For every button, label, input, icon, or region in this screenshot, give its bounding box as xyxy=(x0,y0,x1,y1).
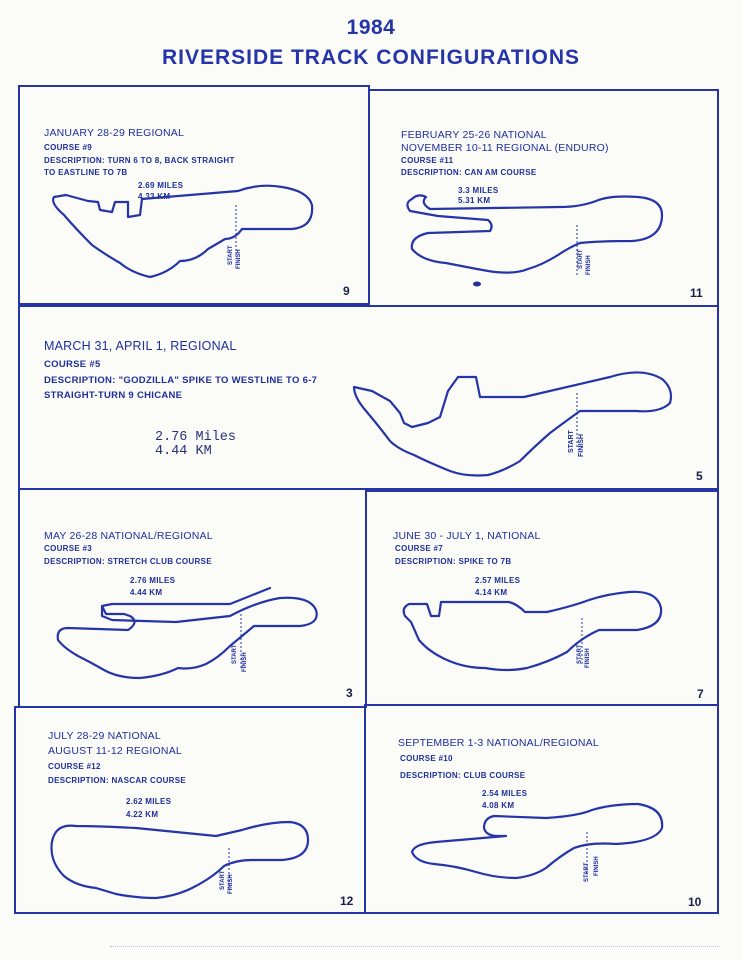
start-label: START xyxy=(220,870,226,890)
course-number-label: COURSE #7 xyxy=(395,544,444,553)
page-bottom-edge xyxy=(110,946,720,951)
distance-km: 5.31 KM xyxy=(458,196,491,205)
description-line: TO EASTLINE TO 7B xyxy=(44,168,128,177)
description-line: DESCRIPTION: CLUB COURSE xyxy=(400,771,526,780)
track-map-course-12 xyxy=(16,708,368,916)
track-map-course-11 xyxy=(370,91,721,309)
panel-course-10 xyxy=(364,704,719,914)
distance-miles: 2.76 MILES xyxy=(130,576,176,585)
distance-miles: 3.3 MILES xyxy=(458,186,499,195)
distance-miles: 2.62 MILES xyxy=(126,797,172,806)
panel-number: 3 xyxy=(346,686,353,700)
distance-miles: 2.69 MILES xyxy=(138,181,184,190)
distance-miles: 2.76 Miles xyxy=(155,430,237,445)
course-number-label: COURSE #9 xyxy=(44,143,93,152)
finish-label: FINISH xyxy=(585,648,591,668)
panel-number: 12 xyxy=(340,894,354,908)
description-line: DESCRIPTION: SPIKE TO 7B xyxy=(395,557,512,566)
course-number-label: COURSE #10 xyxy=(400,754,453,763)
event-line: JUNE 30 - JULY 1, NATIONAL xyxy=(393,530,541,542)
event-line: NOVEMBER 10-11 REGIONAL (ENDURO) xyxy=(401,142,609,154)
finish-label: FINISH xyxy=(242,652,248,672)
distance-km: 4.22 KM xyxy=(126,810,159,819)
finish-label: FINISH xyxy=(578,434,585,457)
finish-label: FINISH xyxy=(594,856,600,876)
page-year: 1984 xyxy=(346,16,396,39)
panel-course-11 xyxy=(368,89,719,307)
event-line: JULY 28-29 NATIONAL xyxy=(48,730,161,742)
description-line: DESCRIPTION: "GODZILLA" SPIKE TO WESTLINE TO 6-7 xyxy=(44,375,318,386)
panel-course-7 xyxy=(365,490,719,706)
course-number-label: COURSE #5 xyxy=(44,359,101,370)
distance-km: 4.44 KM xyxy=(155,444,212,459)
distance-km: 4.44 KM xyxy=(130,588,163,597)
panel-number: 9 xyxy=(343,284,350,298)
distance-km: 4.14 KM xyxy=(475,588,508,597)
track-map-course-7 xyxy=(367,492,721,708)
description-line: DESCRIPTION: CAN AM COURSE xyxy=(401,168,537,177)
track-map-course-10 xyxy=(366,706,721,916)
finish-label: FINISH xyxy=(236,249,242,269)
panel-number: 11 xyxy=(690,286,703,300)
finish-label: FINISH xyxy=(228,874,234,894)
page-title: RIVERSIDE TRACK CONFIGURATIONS xyxy=(161,46,581,69)
finish-label: FINISH xyxy=(586,255,592,275)
panel-number: 5 xyxy=(696,469,703,483)
event-line: SEPTEMBER 1-3 NATIONAL/REGIONAL xyxy=(398,737,599,749)
track-map-course-9 xyxy=(20,87,372,307)
event-line: FEBRUARY 25-26 NATIONAL xyxy=(401,129,547,141)
description-line: DESCRIPTION: STRETCH CLUB COURSE xyxy=(44,557,212,566)
panel-course-9 xyxy=(18,85,370,305)
start-label: START xyxy=(232,644,238,664)
event-line: JANUARY 28-29 REGIONAL xyxy=(44,127,184,139)
description-line: DESCRIPTION: TURN 6 TO 8, BACK STRAIGHT xyxy=(44,156,235,165)
distance-miles: 2.54 MILES xyxy=(482,789,528,798)
description-line: DESCRIPTION: NASCAR COURSE xyxy=(48,776,187,785)
distance-km: 4.08 KM xyxy=(482,801,515,810)
start-label: START xyxy=(578,249,584,269)
event-line: AUGUST 11-12 REGIONAL xyxy=(48,745,182,757)
course-number-label: COURSE #11 xyxy=(401,156,454,165)
panel-course-3 xyxy=(18,488,367,708)
panel-number: 10 xyxy=(688,895,702,909)
start-label: START xyxy=(228,245,234,265)
start-label: START xyxy=(584,862,590,882)
panel-course-12 xyxy=(14,706,366,914)
distance-km: 4.33 KM xyxy=(138,192,171,201)
panel-number: 7 xyxy=(697,687,704,701)
event-line: MARCH 31, APRIL 1, REGIONAL xyxy=(44,339,237,353)
track-map-course-3 xyxy=(20,490,369,710)
track-map-course-5 xyxy=(20,307,721,492)
distance-miles: 2.57 MILES xyxy=(475,576,521,585)
course-number-label: COURSE #3 xyxy=(44,544,93,553)
start-label: START xyxy=(577,644,583,664)
panel-course-5 xyxy=(18,305,719,490)
description-line: STRAIGHT-TURN 9 CHICANE xyxy=(44,390,183,401)
course-number-label: COURSE #12 xyxy=(48,762,101,771)
start-label: START xyxy=(568,430,575,453)
event-line: MAY 26-28 NATIONAL/REGIONAL xyxy=(44,530,213,542)
